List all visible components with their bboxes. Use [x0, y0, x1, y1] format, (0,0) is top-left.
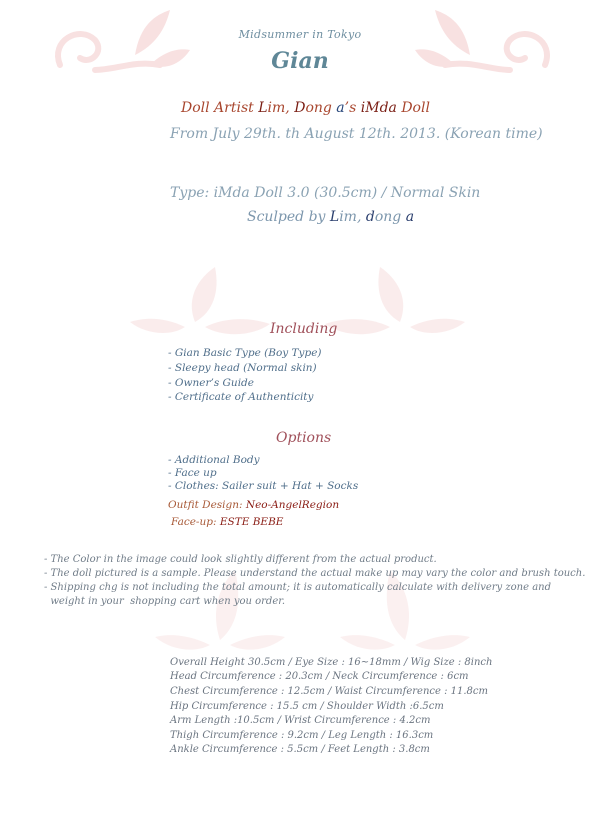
spec-line: Thigh Circumference : 9.2cm / Leg Length : 16.3cm [170, 730, 434, 741]
note-line: - Shipping chg is not including the total amount; it is automatically calculate with delivery zone and [44, 582, 552, 593]
note-line: - The Color in the image could look slightly different from the actual product. [44, 554, 437, 565]
sculpt-text: a [401, 209, 415, 225]
list-item: - Face up [168, 467, 217, 479]
note-line: weight in your shopping cart when you order. [44, 596, 286, 607]
artist-text: im [267, 100, 286, 116]
list-item: - Clothes: Sailer suit + Hat + Socks [168, 480, 359, 492]
list-item: - Additional Body [168, 454, 260, 466]
artist-text: L [258, 100, 268, 116]
artist-text: iMda [360, 100, 397, 116]
list-item: - Certificate of Authenticity [168, 391, 314, 403]
page-subtitle: Midsummer in Tokyo [238, 28, 362, 41]
artist-text: ong [305, 100, 332, 116]
sculpt-text: , [356, 209, 366, 225]
outfit-label: Outfit Design: [168, 499, 246, 511]
artist-text: a [331, 100, 345, 116]
sculpt-text: ong [374, 209, 402, 225]
list-item: - Sleepy head (Normal skin) [168, 362, 317, 374]
outfit-value: Neo-AngelRegion [245, 499, 340, 511]
doll-type: Type: iMda Doll 3.0 (30.5cm) / Normal Skin [170, 185, 481, 201]
list-item: - Owner’s Guide [168, 377, 254, 389]
spec-line: Ankle Circumference : 5.5cm / Feet Length : 3.8cm [170, 744, 430, 755]
spec-line: Head Circumference : 20.3cm / Neck Circumference : 6cm [170, 671, 469, 682]
artist-text: ’s [344, 100, 361, 116]
spec-line: Chest Circumference : 12.5cm / Waist Circumference : 11.8cm [170, 686, 488, 697]
spec-line: Hip Circumference : 15.5 cm / Shoulder Width :6.5cm [170, 701, 444, 712]
sculpt-text: Sculped by [247, 209, 330, 225]
page-title: Gian [271, 48, 329, 74]
sculpt-text: im [339, 209, 357, 225]
artist-text: Doll Artist [181, 100, 259, 116]
sculpt-text: d [365, 209, 375, 225]
floral-ornament-icon [320, 262, 470, 342]
sculpt-text: L [329, 209, 340, 225]
artist-text: Doll [396, 100, 430, 116]
list-item: - Gian Basic Type (Boy Type) [168, 347, 322, 359]
floral-ornament-icon [125, 262, 275, 342]
including-heading: Including [270, 321, 338, 337]
artist-text: , [285, 100, 295, 116]
faceup-label: Face-up: [171, 516, 220, 528]
spec-line: Overall Height 30.5cm / Eye Size : 16~18mm / Wig Size : 8inch [170, 657, 493, 668]
artist-text: D [294, 100, 306, 116]
spec-line: Arm Length :10.5cm / Wrist Circumference : 4.2cm [170, 715, 431, 726]
outfit-credit [168, 499, 339, 511]
event-period: From July 29th. th August 12th. 2013. (Korean time) [170, 126, 543, 142]
artist-line [181, 100, 430, 116]
faceup-credit [171, 516, 283, 528]
note-line: - The doll pictured is a sample. Please understand the actual make up may vary the color and brush touch. [44, 568, 586, 579]
sculpt-credit [247, 209, 414, 225]
options-heading: Options [276, 430, 332, 446]
faceup-value: ESTE BEBE [219, 516, 284, 528]
